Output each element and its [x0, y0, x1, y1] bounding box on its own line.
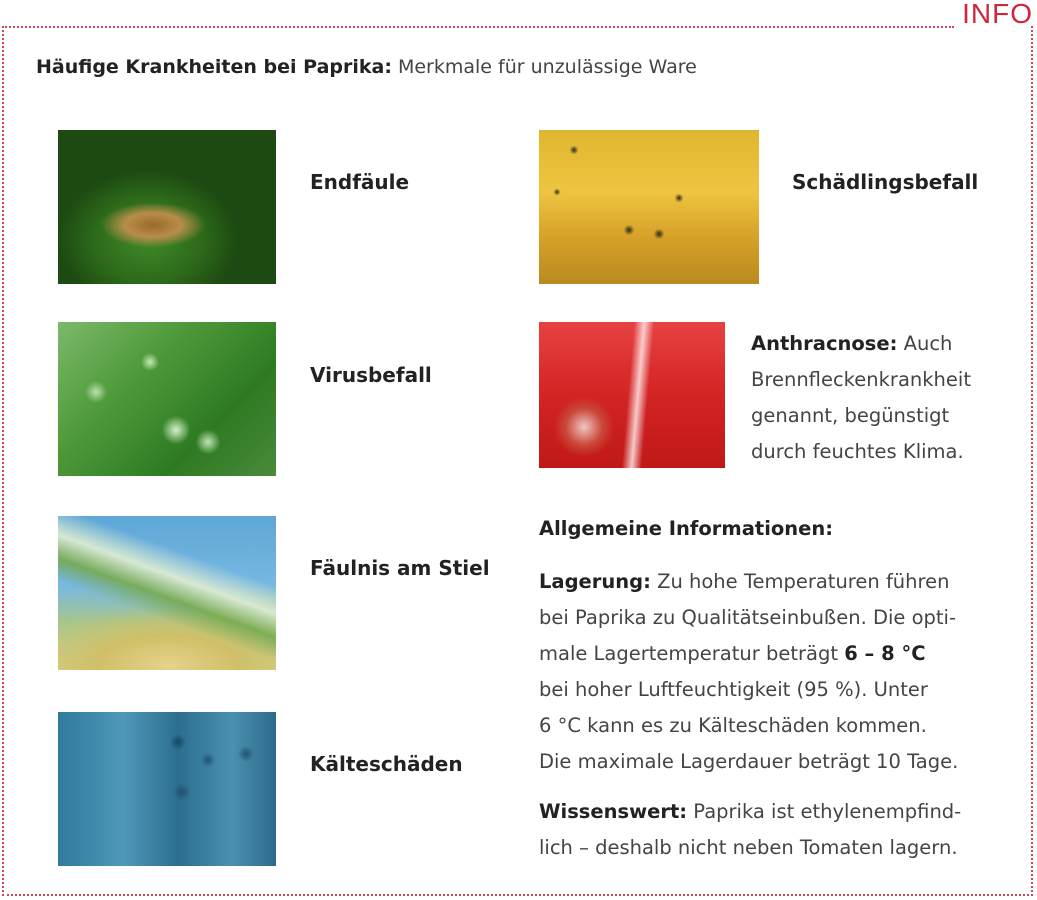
page-title: [36, 56, 697, 78]
lagerung-line: Zu hohe Temperaturen führen: [650, 570, 950, 593]
lagerung-line: bei hoher Luftfeuchtigkeit (95 %). Unter: [539, 678, 928, 701]
label-kaelteschaeden: Kälteschäden: [310, 752, 463, 776]
anthracnose-term: Anthracnose:: [751, 332, 898, 355]
lagerung-line: male Lagertemperatur beträgt: [539, 642, 845, 665]
label-faeulnis-am-stiel: Fäulnis am Stiel: [310, 556, 490, 580]
wissenswert-line: lich – deshalb nicht neben Tomaten lagern.: [539, 836, 958, 859]
anthracnose-text: [751, 326, 1011, 470]
photo-faeulnis-am-stiel: [58, 516, 276, 670]
anthracnose-line: Auch: [897, 332, 953, 355]
wissenswert-line: Paprika ist ethylenempfind-: [687, 800, 962, 823]
label-schaedlingsbefall: Schädlingsbefall: [792, 170, 979, 194]
photo-schaedlingsbefall: [539, 130, 759, 284]
photo-kaelteschaeden: [58, 712, 276, 866]
photo-virusbefall: [58, 322, 276, 476]
lagerung-line: 6 °C kann es zu Kälteschäden kommen.: [539, 714, 927, 737]
wissenswert-paragraph: [539, 794, 1009, 866]
info-label: INFO: [962, 0, 1033, 29]
label-virusbefall: Virusbefall: [310, 363, 432, 387]
lagerung-line: Die maximale Lagerdauer beträgt 10 Tage.: [539, 750, 959, 773]
title-rest: Merkmale für unzulässige Ware: [391, 56, 697, 78]
lagerung-temperature: 6 – 8 °C: [844, 642, 926, 665]
lagerung-term: Lagerung:: [539, 570, 651, 593]
photo-anthracnose: [539, 322, 725, 468]
info-frame-top: [2, 26, 954, 28]
anthracnose-line: durch feuchtes Klima.: [751, 440, 964, 463]
wissenswert-term: Wissenswert:: [539, 800, 688, 823]
label-endfaeule: Endfäule: [310, 170, 410, 194]
general-info-title: Allgemeine Informationen:: [539, 517, 834, 540]
anthracnose-line: Brennfleckenkrankheit: [751, 368, 971, 391]
lagerung-paragraph: [539, 564, 1009, 780]
anthracnose-line: genannt, begünstigt: [751, 404, 950, 427]
lagerung-line: bei Paprika zu Qualitätseinbußen. Die opti-: [539, 606, 957, 629]
title-bold: Häufige Krankheiten bei Paprika:: [36, 56, 392, 78]
photo-endfaeule: [58, 130, 276, 284]
